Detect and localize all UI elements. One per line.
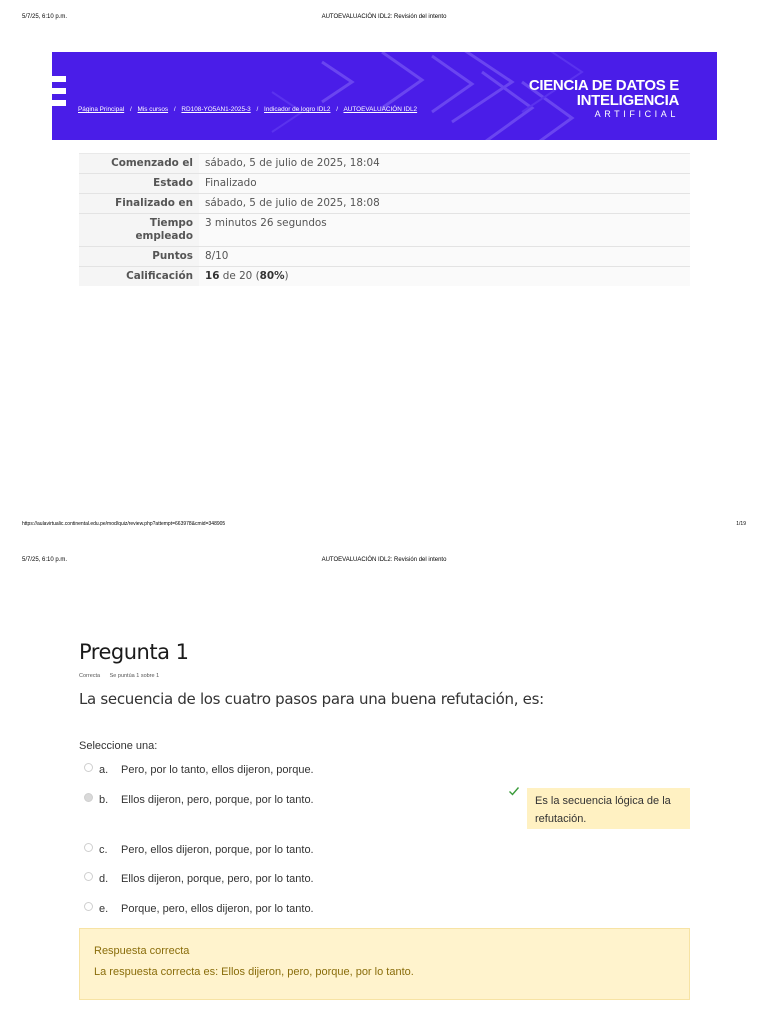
row-label: Comenzado el	[79, 154, 199, 174]
print-page-number: 1/19	[736, 521, 746, 527]
breadcrumb-home[interactable]: Página Principal	[78, 106, 125, 113]
option-letter: b.	[99, 794, 109, 806]
breadcrumb-course[interactable]: RD108-YO5AN1-2025-3	[181, 106, 251, 113]
question-title: Pregunta 1	[79, 640, 189, 664]
print-footer	[22, 521, 746, 533]
menu-icon[interactable]	[52, 76, 66, 116]
table-row	[79, 247, 690, 267]
grade-score: 16	[205, 270, 220, 282]
option-text: Pero, ellos dijeron, porque, por lo tanto.	[121, 844, 314, 856]
print-title: AUTOEVALUACIÓN IDL2: Revisión del intento	[321, 557, 447, 563]
breadcrumb	[78, 106, 417, 113]
option-text: Ellos dijeron, porque, pero, por lo tanto.	[121, 873, 314, 885]
brand-line-2: INTELIGENCIA	[576, 92, 679, 109]
grade-of: de 20 (	[219, 270, 260, 282]
outcome-box	[79, 928, 690, 1000]
breadcrumb-separator: /	[336, 106, 339, 113]
grade-percent: 80%	[259, 270, 285, 282]
row-label: Tiempo empleado	[79, 214, 199, 247]
answer-option-b[interactable]	[84, 792, 314, 808]
course-banner	[52, 52, 717, 140]
breadcrumb-separator: /	[129, 106, 132, 113]
question-points: Se puntúa 1 sobre 1	[109, 673, 160, 679]
option-feedback: Es la secuencia lógica de la refutación.	[527, 788, 690, 829]
outcome-answer: La respuesta correcta es: Ellos dijeron, pero, porque, por lo tanto.	[94, 966, 414, 978]
outcome-heading: Respuesta correcta	[94, 945, 190, 957]
brand-line-1: CIENCIA DE DATOS E	[528, 77, 679, 94]
answer-option-c[interactable]	[84, 842, 314, 858]
radio-button[interactable]	[84, 902, 93, 911]
breadcrumb-separator: /	[173, 106, 176, 113]
radio-button[interactable]	[84, 843, 93, 852]
print-title: AUTOEVALUACIÓN IDL2: Revisión del intento	[321, 14, 447, 20]
answer-option-e[interactable]	[84, 901, 314, 917]
print-header	[22, 557, 746, 569]
option-text: Pero, por lo tanto, ellos dijeron, porque.	[121, 764, 314, 776]
radio-button[interactable]	[84, 872, 93, 881]
option-letter: a.	[99, 764, 109, 776]
row-value: Finalizado	[199, 174, 690, 194]
row-value: 8/10	[199, 247, 690, 267]
option-text: Ellos dijeron, pero, porque, por lo tanto.	[121, 794, 314, 806]
print-date: 5/7/25, 6:10 p.m.	[22, 14, 68, 20]
table-row	[79, 194, 690, 214]
row-label: Estado	[79, 174, 199, 194]
breadcrumb-separator: /	[256, 106, 259, 113]
option-letter: c.	[99, 844, 108, 856]
check-icon	[508, 785, 520, 797]
option-letter: d.	[99, 873, 109, 885]
table-row	[79, 154, 690, 174]
row-value: sábado, 5 de julio de 2025, 18:08	[199, 194, 690, 214]
row-label: Calificación	[79, 267, 199, 287]
print-url: https://aulavirtualic.continental.edu.pe/mod/quiz/review.php?attempt=663978&cmid=348905	[22, 521, 226, 527]
table-row	[79, 214, 690, 247]
radio-button-selected[interactable]	[84, 793, 93, 802]
breadcrumb-indicator[interactable]: Indicador de logro IDL2	[264, 106, 331, 113]
table-row	[79, 174, 690, 194]
option-text: Porque, pero, ellos dijeron, por lo tanto.	[121, 903, 314, 915]
print-date: 5/7/25, 6:10 p.m.	[22, 557, 68, 563]
question-meta	[79, 673, 167, 679]
radio-button[interactable]	[84, 763, 93, 772]
row-value: sábado, 5 de julio de 2025, 18:04	[199, 154, 690, 174]
breadcrumb-my-courses[interactable]: Mis cursos	[137, 106, 169, 113]
answer-option-d[interactable]	[84, 871, 314, 887]
row-label: Puntos	[79, 247, 199, 267]
breadcrumb-quiz[interactable]: AUTOEVALUACIÓN IDL2	[343, 106, 418, 113]
row-value: 3 minutos 26 segundos	[199, 214, 690, 247]
question-text: La secuencia de los cuatro pasos para una buena refutación, es:	[79, 690, 544, 708]
brand-line-3: ARTIFICIAL	[594, 109, 679, 119]
option-letter: e.	[99, 903, 109, 915]
question-prompt: Seleccione una:	[79, 740, 158, 752]
brand-logo	[529, 78, 679, 119]
print-header	[22, 14, 746, 26]
table-row	[79, 267, 690, 287]
grade-value	[199, 267, 690, 287]
question-status: Correcta	[79, 673, 101, 679]
grade-close: )	[284, 270, 289, 282]
answer-option-a[interactable]	[84, 762, 314, 778]
attempt-summary-table	[79, 153, 690, 286]
row-label: Finalizado en	[79, 194, 199, 214]
